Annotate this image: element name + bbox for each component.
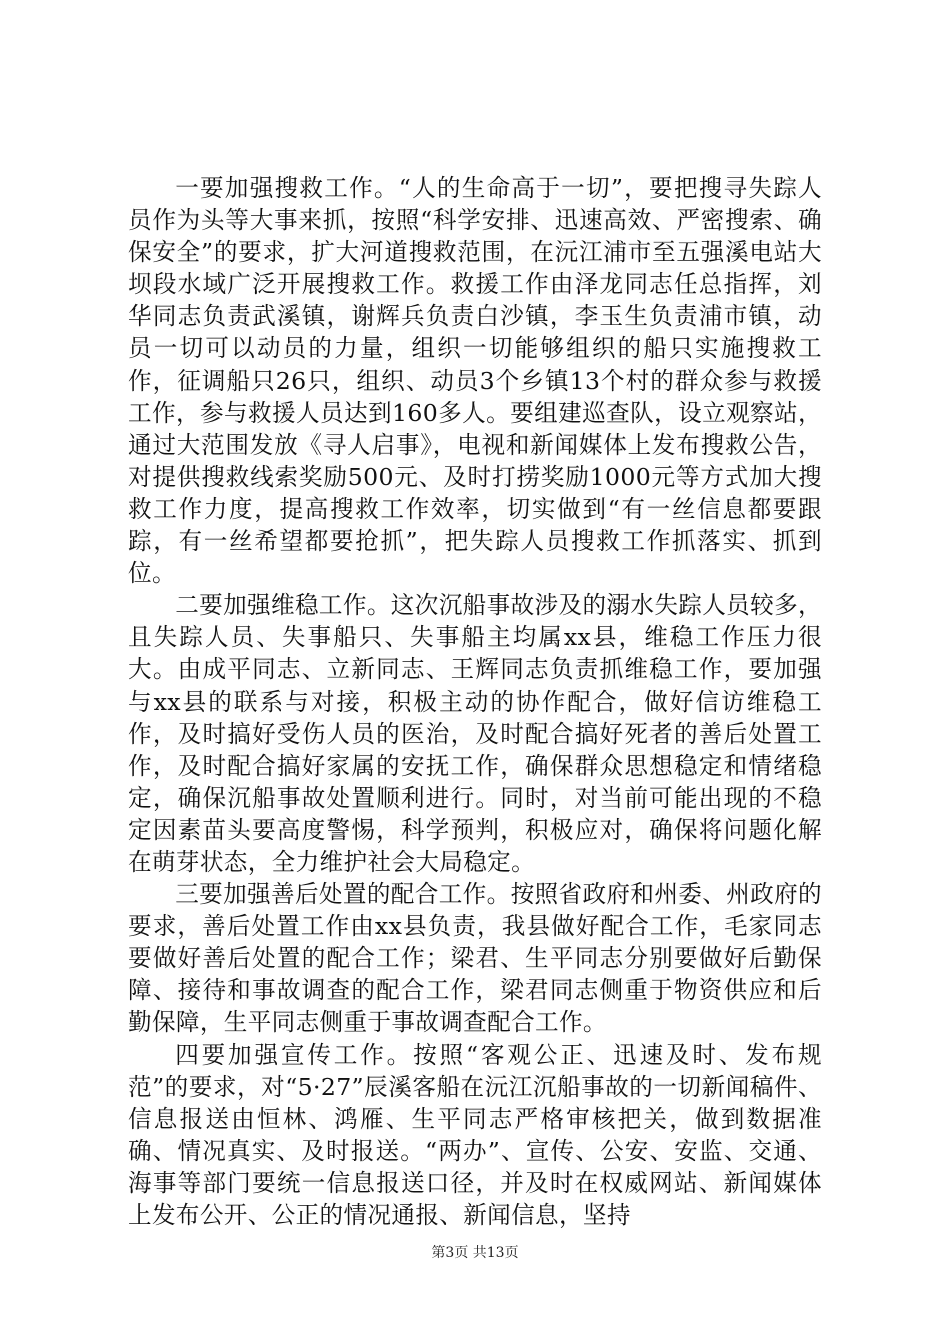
- paragraph-aftermath: 三要加强善后处置的配合工作。按照省政府和州委、州政府的要求，善后处置工作由xx县负责，我县做好配合工作，毛家同志要做好善后处置的配合工作；梁君、生平同志分别要做好后勤保障、接待和事故调查的配合工作，梁君同志侧重于物资供应和后勤保障，生平同志侧重于事故调查配合工作。: [128, 880, 822, 1037]
- page-number-footer: 第3页 共13页: [431, 1245, 519, 1261]
- document-body: [128, 172, 822, 1231]
- paragraph-search-rescue: 一要加强搜救工作。“人的生命高于一切”，要把搜寻失踪人员作为头等大事来抓，按照“科学安排、迅速高效、严密搜索、确保安全”的要求，扩大河道搜救范围，在沅江浦市至五强溪电站大坝段水域广泛开展搜救工作。救援工作由泽龙同志任总指挥，刘华同志负责武溪镇，谢辉兵负责白沙镇，李玉生负责浦市镇，动员一切可以动员的力量，组织一切能够组织的船只实施搜救工作，征调船只26只，组织、动员3个乡镇13个村的群众参与救援工作，参与救援人员达到160多人。要组建巡查队，设立观察站，通过大范围发放《寻人启事》，电视和新闻媒体上发布搜救公告，对提供搜救线索奖励500元、及时打捞奖励1000元等方式加大搜救工作力度，提高搜救工作效率，切实做到“有一丝信息都要跟踪，有一丝希望都要抢抓”，把失踪人员搜救工作抓落实、抓到位。: [128, 174, 822, 588]
- paragraph-stability: 二要加强维稳工作。这次沉船事故涉及的溺水失踪人员较多，且失踪人员、失事船只、失事船主均属xx县，维稳工作压力很大。由成平同志、立新同志、王辉同志负责抓维稳工作，要加强与xx县的联系与对接，积极主动的协作配合，做好信访维稳工作，及时搞好受伤人员的医治，及时配合搞好死者的善后处置工作，及时配合搞好家属的安抚工作，确保群众思想稳定和情绪稳定，确保沉船事故处置顺利进行。同时，对当前可能出现的不稳定因素苗头要高度警惕，科学预判，积极应对，确保将问题化解在萌芽状态，全力维护社会大局稳定。: [128, 591, 822, 876]
- paragraph-publicity: 四要加强宣传工作。按照“客观公正、迅速及时、发布规范”的要求，对“5·27”辰溪客船在沅江沉船事故的一切新闻稿件、信息报送由恒林、鸿雁、生平同志严格审核把关，做到数据准确、情况真实、及时报送。“两办”、宣传、公安、安监、交通、海事等部门要统一信息报送口径，并及时在权威网站、新闻媒体上发布公开、公正的情况通报、新闻信息，坚持: [128, 1040, 822, 1229]
